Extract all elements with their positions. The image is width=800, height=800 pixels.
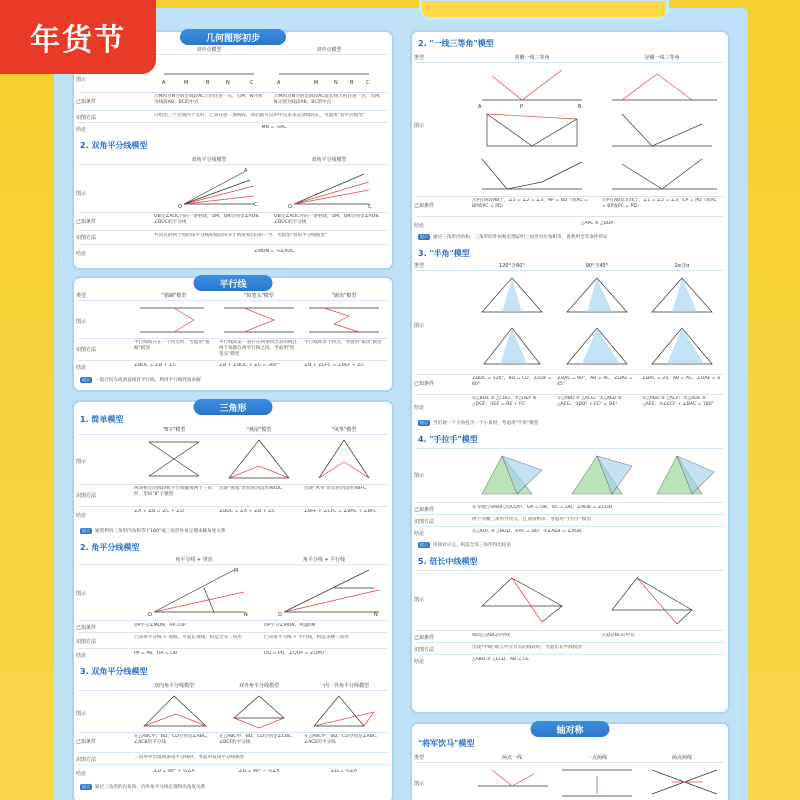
row-label: 结论 xyxy=(76,365,87,371)
type-header: 一点两线 xyxy=(586,755,607,761)
type-header: 双角平分线模型 xyxy=(191,157,227,163)
svg-text:B: B xyxy=(206,80,210,86)
result-2: ∠D = 90° − ½∠A xyxy=(238,769,280,774)
svg-text:M: M xyxy=(314,80,319,86)
row-label: 已知条件 xyxy=(414,635,435,641)
panel-title: 平行线 xyxy=(193,275,272,291)
row-label: 结论 xyxy=(76,771,87,777)
row-label: 结论 xyxy=(414,531,425,537)
type-header: 2α含α xyxy=(674,263,690,269)
known-1: 点P在线段AB上，∠1 = ∠2 = ∠3，AP = BD（或AC = BP或PC = PD） xyxy=(472,198,589,209)
poster xyxy=(54,8,748,800)
tip: 提示 通过三角形的内角和、内外角平分线定理得出角度关系 xyxy=(82,784,206,790)
result-2: OQ = PQ，∠QOP = ∠QPO xyxy=(264,651,324,656)
row-label: 已知条件 xyxy=(76,99,97,105)
known-3: ∠BAC = 2α，AB = AC，∠DAE = α xyxy=(642,376,721,381)
result: MN = ½AC xyxy=(261,125,287,130)
type-header: 两点两线 xyxy=(671,755,692,761)
type-header-label: 类型 xyxy=(414,55,425,61)
row-label: 识图方法 xyxy=(76,347,97,353)
svg-text:C: C xyxy=(368,204,372,210)
known-2: 点P在AB延长线上，∠1 = ∠2 = ∠3，CP = PD（或AC = BP或PC = PD） xyxy=(602,198,717,209)
result-3: ∠D = ½∠A xyxy=(330,769,358,774)
section-title: "将军饮马"模型 xyxy=(418,739,475,748)
one-line-three-angles-figures xyxy=(472,64,722,194)
method-1: 已知角平分线 + 垂线，可延长垂线，构造全等三角形 xyxy=(134,635,242,640)
known-1: 在△ABC中，BD、CD分别是∠ABC、∠ACB的平分线 xyxy=(134,734,211,745)
panel-title: 三角形 xyxy=(193,399,272,415)
type-header-label: 类型 xyxy=(414,263,425,269)
row-label: 识图方法 xyxy=(414,647,435,653)
row-label: 识图方法 xyxy=(76,235,97,241)
double-midpoint-figure xyxy=(154,60,374,90)
result: △APC ≌ △BDP xyxy=(580,221,614,226)
bisector-perpendicular-figure xyxy=(134,566,384,618)
type-header: 双角平分线模型 xyxy=(311,157,347,163)
row-label: 结论 xyxy=(76,127,87,133)
known-2: 点M和点N分别是线段AC延长线上的任意一点，点M、N分别为线段AB、BC的中点 xyxy=(274,94,384,105)
known-3: 在△ABC中，BD、CD分别是∠ABC、∠ACE的平分线 xyxy=(304,734,381,745)
method: 只给出三个点或四个点时，已知任意一条线段，我们就可以用中点来求其余线段长，考虑用"双中点模型" xyxy=(154,113,365,118)
row-label: 结论 xyxy=(76,513,87,519)
known-1: 点M和点N分别是线段AC上的任意一点，点M、N分别为线段AB、BC的中点 xyxy=(154,94,263,105)
known-2: 点D是BC的中点 xyxy=(602,633,635,638)
row-label: 结论 xyxy=(76,251,87,257)
result-2: ∠BDC = ∠A + ∠B + ∠C xyxy=(219,509,276,514)
tip: 提示 连接对应点，构造全等三角形得出结论 xyxy=(420,542,512,548)
type-header: 90°含45° xyxy=(585,263,609,269)
result-2: ∠B + ∠BOC + ∠C = 360° xyxy=(219,363,279,368)
row-label: 已知条件 xyxy=(414,381,435,387)
type-header: 双中点模型 xyxy=(196,47,222,53)
svg-text:A: A xyxy=(244,168,248,174)
row-label: 已知条件 xyxy=(76,625,97,631)
known-1: AD是△ABC的中线 xyxy=(472,633,511,638)
tip: 提示 通常利用三角形内角和等于180°或三角形外角定理求解角度关系 xyxy=(82,528,226,534)
svg-text:A: A xyxy=(277,80,281,86)
method: 三角形中出现两条角平分线时，考虑用双角平分线模型 xyxy=(134,755,245,760)
svg-text:B: B xyxy=(578,104,582,110)
type-header: 角平分线 + 平行线 xyxy=(302,557,346,563)
row-label: 识图方法 xyxy=(76,757,97,763)
row-label: 识图方法 xyxy=(76,115,97,121)
svg-text:M: M xyxy=(234,568,239,574)
type-header: 双内角平分线模型 xyxy=(153,683,194,689)
section-title: 3. "半角"模型 xyxy=(418,249,470,258)
method-2: 已知角平分线 + 平行线，构造等腰三角形 xyxy=(264,635,349,640)
type-header-label: 类型 xyxy=(76,293,87,299)
section-title: 2. 角平分线模型 xyxy=(80,543,140,552)
svg-text:O: O xyxy=(288,204,292,210)
type-header: 120°含60° xyxy=(499,263,525,269)
svg-text:O: O xyxy=(148,612,152,618)
type-header: 一内一外角平分线模型 xyxy=(318,683,369,689)
svg-text:O: O xyxy=(278,612,282,618)
panel-congruence-models xyxy=(412,32,728,712)
svg-text:M: M xyxy=(184,80,189,86)
known-2: 在△ABC中，BD、CD分别是∠CBE、∠BCF的平分线 xyxy=(219,734,296,745)
row-label: 已知条件 xyxy=(414,507,435,513)
svg-text:C: C xyxy=(366,80,370,86)
svg-text:C: C xyxy=(250,80,254,86)
method: 出现"中线"或与中点有关的线段时，考虑倍长中线模型 xyxy=(472,645,582,650)
svg-text:N: N xyxy=(226,80,230,86)
section-title: 2. 双角平分线模型 xyxy=(80,141,148,150)
result: ①△AOC ≌ △BOD；②AC = BD；③∠AEB = ∠AOB xyxy=(472,529,582,534)
row-label: 图示 xyxy=(76,459,87,465)
svg-text:N: N xyxy=(244,612,248,618)
method-1: 两条相交的线段被平行线截成两个三角形，形如"8"字模型 xyxy=(134,486,213,497)
row-label: 结论 xyxy=(414,659,425,665)
parallel-figures xyxy=(134,302,384,336)
result-2: ①△ABD ≌ △ACG；②△AED ≌ △AEG；③BD² + EC² = DE² xyxy=(557,396,622,407)
method-3: 平行线间多个拐点，考虑用"锯齿"模型 xyxy=(304,340,382,345)
row-label: 图示 xyxy=(414,473,425,479)
row-label: 图示 xyxy=(414,597,425,603)
result: △ABD ≌ △ECD，AB = CE xyxy=(472,657,530,662)
type-header: "铅笔头"模型 xyxy=(244,293,274,299)
method-1: 平行线间存在一个拐点时，考虑用"猪蹄"模型 xyxy=(134,340,210,351)
row-label: 图示 xyxy=(76,711,87,717)
result-1: ∠D = 90° + ½∠A xyxy=(153,769,195,774)
panel-title: 几何图形初步 xyxy=(180,29,286,45)
svg-text:O: O xyxy=(178,204,182,210)
method-3: 出现"风筝"形状的四边形ABFC xyxy=(304,486,367,491)
row-label: 图示 xyxy=(414,781,425,787)
method-2: 平行线间第一条存在两条拐出去的线且两个角都在两平行线之间，考虑用"铅笔头"模型 xyxy=(219,340,298,357)
type-header: 双外角平分线模型 xyxy=(238,683,279,689)
type-header: 角平分线 + 垂直 xyxy=(175,557,213,563)
row-label: 图示 xyxy=(76,319,87,325)
result-1: ①△BDE ≌ △CDG；②△DEF ≌ △DGF；③EF = BE + FC xyxy=(472,396,537,407)
section-title: 4. "手拉手"模型 xyxy=(418,435,478,444)
known: 在等腰△OAB和△OCD中，OA = OB，OC = OD，∠AOB = ∠COD xyxy=(472,505,613,510)
known-2: ∠BAC = 90°，AB = AC，∠DAE = 45° xyxy=(557,376,633,387)
triangle-figures xyxy=(134,436,384,482)
type-header: "风筝"模型 xyxy=(331,427,357,433)
known-2: OB是∠AOC外的一条射线，OM、ON分别是∠AOB、∠BOC的平分线 xyxy=(274,214,384,225)
row-label: 结论 xyxy=(414,223,425,229)
row-label: 已知条件 xyxy=(76,219,97,225)
row-label: 结论 xyxy=(76,653,87,659)
svg-text:C: C xyxy=(254,202,258,208)
double-median-figures xyxy=(472,572,722,628)
section-title: 1. 简单模型 xyxy=(80,415,124,424)
hand-in-hand-figures xyxy=(472,450,722,500)
type-header: 双中点模型 xyxy=(316,47,342,53)
method: 两个等腰三角形共顶点，且顶角相等，考虑用"手拉手"模型 xyxy=(472,517,592,522)
result: ∠MON = ½∠AOC xyxy=(253,249,295,254)
poster-top-tab xyxy=(419,0,669,20)
type-header: "猪蹄"模型 xyxy=(161,293,187,299)
svg-text:N: N xyxy=(374,612,378,618)
known-1: ∠BDC = 120°，BD = CD，∠EDF = 60° xyxy=(472,376,552,387)
row-label: 已知条件 xyxy=(76,739,97,745)
section-title: 2. "一线三等角"模型 xyxy=(418,39,494,48)
panel-parallel-lines xyxy=(74,278,392,390)
promo-badge[interactable]: 年货节 xyxy=(0,0,156,74)
type-header: 同侧一线三等角 xyxy=(514,55,550,61)
result-3: ∠B + ∠EFC = ∠BEF + ∠C xyxy=(304,363,365,368)
row-label: 图示 xyxy=(414,123,425,129)
known-1: OB是∠AOC内的一条射线，OM、ON分别是∠AOB、∠BOC的平分线 xyxy=(154,214,264,225)
known-2: OP平分∠MON，PQ∥ON xyxy=(264,623,316,628)
type-header: 异侧一线三等角 xyxy=(644,55,680,61)
result-3: ①△ABD ≌ △ACF；②△ADE ≌ △AFE；③∠ECF + ∠BAC = 180° xyxy=(642,396,714,407)
angle-bisector-figure xyxy=(154,166,384,210)
result-1: ∠A + ∠B = ∠C + ∠D xyxy=(134,509,184,514)
tip: 提示 通过三角形内角和、三角形的外角和定理证明三角形对应角相等，再利用全等条件得证 xyxy=(420,234,608,240)
method: 共顶点的两个角的角平分线构成的角等于两角和(差)的一半，考虑用"双角平分线模型" xyxy=(154,233,328,238)
general-drink-horse-figures xyxy=(472,764,722,800)
row-label: 结论 xyxy=(414,405,425,411)
type-header: "8字"模型 xyxy=(162,427,186,433)
result-1: PA = PB，OA = OB xyxy=(134,651,178,656)
section-title: 5. 倍长中线模型 xyxy=(418,557,478,566)
svg-text:B: B xyxy=(350,80,354,86)
section-title: 3. 双角平分线模型 xyxy=(80,667,148,676)
row-label: 图示 xyxy=(76,591,87,597)
row-label: 图示 xyxy=(76,77,87,83)
svg-text:A: A xyxy=(478,104,482,110)
row-label: 图示 xyxy=(76,191,87,197)
type-header: "燕尾"模型 xyxy=(246,427,272,433)
method-2: 出现"燕尾"形状的四边形ABDC xyxy=(219,486,283,491)
row-label: 已知条件 xyxy=(414,203,435,209)
panel-triangle xyxy=(74,402,392,800)
svg-text:N: N xyxy=(334,80,338,86)
panel-title: 轴对称 xyxy=(530,721,609,737)
tip: 提示 当出现一个大角包含一个小角时，考虑用"半角"模型 xyxy=(420,420,539,426)
type-header-label: 类型 xyxy=(414,755,425,761)
half-angle-figures xyxy=(472,272,722,372)
result-1: ∠BOC = ∠B + ∠C xyxy=(134,363,177,368)
result-3: ∠BFF + ∠CFC = ∠BAC + ∠BFC xyxy=(304,509,377,514)
svg-text:P: P xyxy=(520,104,524,110)
double-bisector-figures xyxy=(134,692,384,730)
svg-text:A: A xyxy=(162,80,166,86)
row-label: 识图方法 xyxy=(76,493,97,499)
tip: 提示 一般过拐点或两直线作平行线，利用平行线性质求解 xyxy=(82,377,201,383)
row-label: 识图方法 xyxy=(76,639,97,645)
panel-axis-symmetry xyxy=(412,724,728,800)
type-header: "锯齿"模型 xyxy=(331,293,357,299)
known-1: OP平分∠MON，AP⊥OP xyxy=(134,623,186,628)
row-label: 图示 xyxy=(414,323,425,329)
type-header: 两点一线 xyxy=(501,755,522,761)
row-label: 识图方法 xyxy=(414,519,435,525)
